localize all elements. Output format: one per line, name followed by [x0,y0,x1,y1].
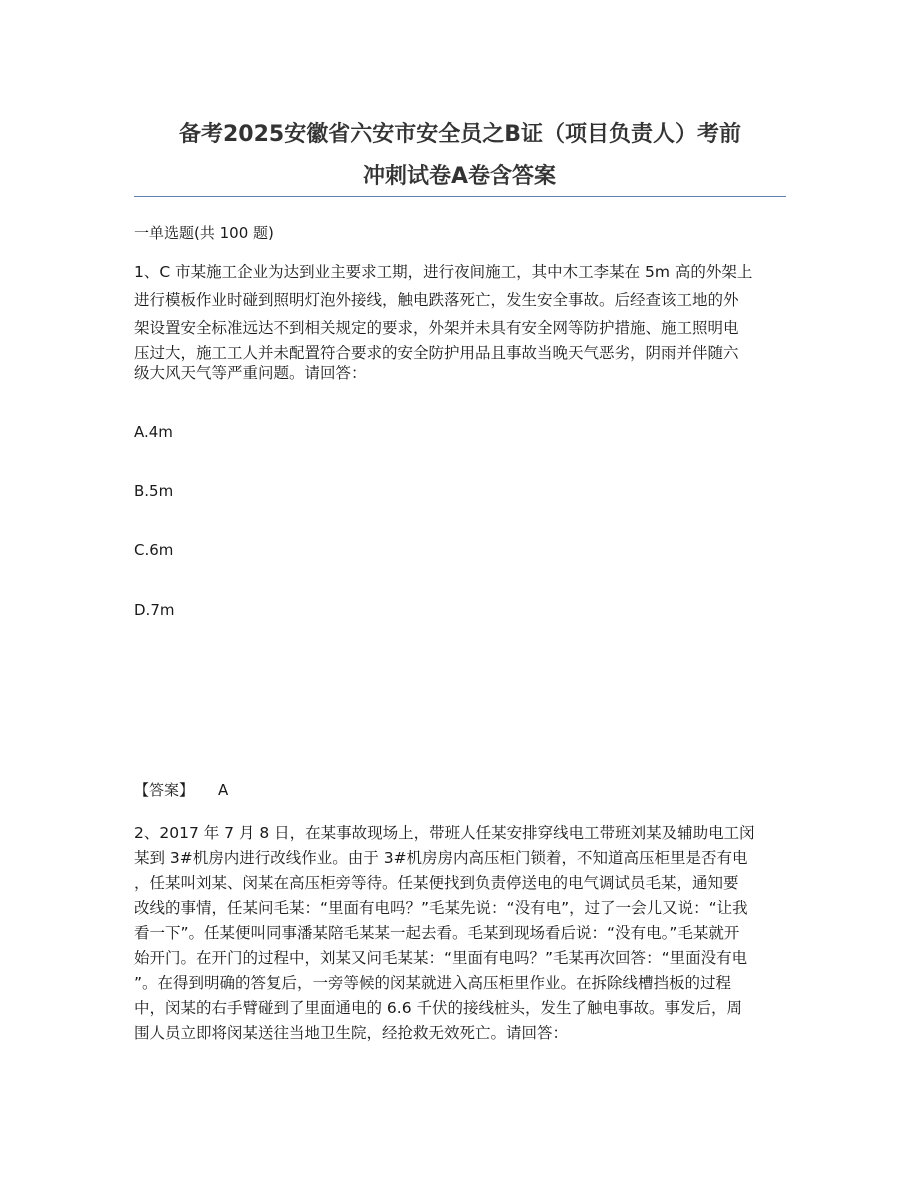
question-1-line: 架设置安全标准远达不到相关规定的要求，外架并未具有安全网等防护措施、施工照明电 [134,319,739,337]
question-1-line: 进行模板作业时碰到照明灯泡外接线，触电跌落死亡，发生安全事故。后经查该工地的外 [134,291,739,309]
answer-label: 【答案】 [134,781,195,799]
option-d: D.7m [134,601,175,619]
option-c: C.6m [134,541,174,559]
option-b: B.5m [134,482,174,500]
question-1-line: 1、C 市某施工企业为达到业主要求工期，进行夜间施工，其中木工李某在 5m 高的外架上 [134,263,753,281]
answer-value: A [218,781,229,799]
question-1-line: 压过大，施工工人并未配置符合要求的安全防护用品且事故当晚天气恶劣，阴雨并伴随六 [134,344,739,362]
question-2-line: ，任某叫刘某、闵某在高压柜旁等待。任某便找到负责停送电的电气调试员毛某，通知要 [134,874,739,892]
question-2-line: 改线的事情，任某问毛某：“里面有电吗？”毛某先说：“没有电”，过了一会儿又说：“让我 [134,899,748,917]
question-2-line: 看一下”。任某便叫同事潘某陪毛某某一起去看。毛某到现场看后说：“没有电。”毛某就开 [134,924,740,942]
document-title-line-2: 冲刺试卷A卷含答案 [363,164,557,189]
question-2-line: 中，闵某的右手臂碰到了里面通电的 6.6 千伏的接线桩头，发生了触电事故。事发后，周 [134,999,743,1017]
question-2-line: 始开门。在开门的过程中，刘某又问毛某某：“里面有电吗？”毛某再次回答：“里面没有电 [134,949,748,967]
question-2-line: 某到 3#机房内进行改线作业。由于 3#机房房内高压柜门锁着，不知道高压柜里是否有电 [134,849,748,867]
question-2-line: 围人员立即将闵某送往当地卫生院，经抢救无效死亡。请回答： [134,1024,569,1042]
title-divider [134,196,786,197]
question-1-line: 级大风天气等严重问题。请回答： [134,364,367,382]
question-2-line: ”。在得到明确的答复后，一旁等候的闵某就进入高压柜里作业。在拆除线槽挡板的过程 [134,974,732,992]
option-a: A.4m [134,423,173,441]
section-heading: 一单选题(共 100 题) [134,224,274,242]
question-2-line: 2、2017 年 7 月 8 日，在某事故现场上，带班人任某安排穿线电工带班刘某及辅助电工闵 [134,824,755,842]
answer-line [134,779,228,800]
document-title-line-1: 备考2025安徽省六安市安全员之B证（项目负责人）考前 [179,122,742,147]
